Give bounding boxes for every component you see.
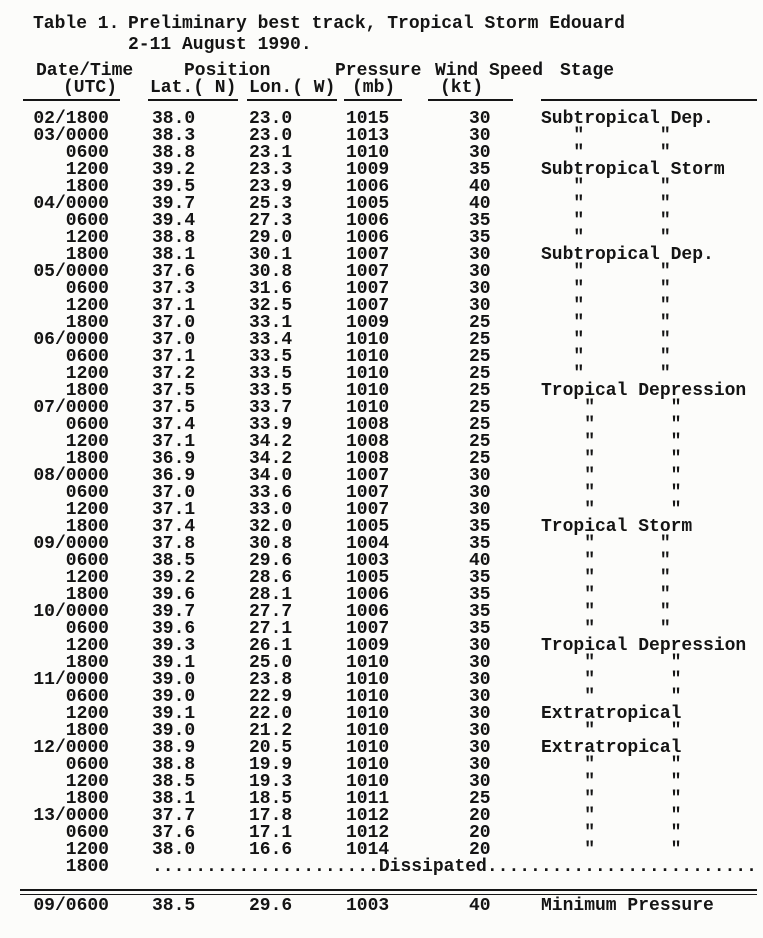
cell-stage: Tropical Depression [541,381,747,401]
cell-stage: " " [541,449,682,469]
cell-pressure: 1008 [346,449,390,469]
cell-longitude: 33.5 [249,364,293,384]
cell-longitude: 34.2 [249,432,293,452]
cell-datetime: 1200 [65,500,109,520]
cell-windspeed: 25 [469,364,491,384]
cell-windspeed: 25 [469,789,491,809]
cell-datetime: 13/0000 [33,806,109,826]
cell-latitude: 39.7 [152,602,196,622]
cell-datetime: 1800 [65,857,109,877]
cell-latitude: 37.4 [152,517,196,537]
cell-datetime: 1200 [65,568,109,588]
cell-longitude: 22.0 [249,704,293,724]
cell-latitude: 39.6 [152,619,196,639]
cell-stage: " " [541,806,682,826]
cell-datetime: 1800 [65,449,109,469]
cell-datetime: 1800 [65,517,109,537]
cell-latitude: 37.6 [152,823,196,843]
cell-datetime: 04/0000 [33,194,109,214]
cell-datetime: 1800 [65,585,109,605]
cell-pressure: 1010 [346,738,390,758]
cell-latitude: 37.7 [152,806,196,826]
cell-windspeed: 30 [469,466,491,486]
cell-windspeed: 30 [469,262,491,282]
cell-windspeed: 30 [469,500,491,520]
cell-windspeed: 25 [469,415,491,435]
column-header-stage: Stage [560,61,615,81]
cell-longitude: 17.1 [249,823,293,843]
cell-windspeed: 30 [469,670,491,690]
cell-pressure: 1010 [346,143,390,163]
cell-pressure: 1005 [346,568,390,588]
cell-longitude: 33.5 [249,347,293,367]
cell-windspeed: 30 [469,126,491,146]
cell-longitude: 33.4 [249,330,293,350]
cell-windspeed: 30 [469,772,491,792]
cell-longitude: 30.1 [249,245,293,265]
cell-datetime: 09/0600 [33,896,109,916]
cell-longitude: 29.0 [249,228,293,248]
cell-longitude: 18.5 [249,789,293,809]
cell-longitude: 33.0 [249,500,293,520]
cell-windspeed: 35 [469,602,491,622]
cell-stage: " " [541,296,671,316]
cell-stage: " " [541,721,682,741]
cell-pressure: 1006 [346,228,390,248]
cell-pressure: 1007 [346,483,390,503]
cell-stage: " " [541,840,682,860]
cell-latitude: 38.0 [152,109,196,129]
cell-longitude: 21.2 [249,721,293,741]
cell-dissipated: .....................Dissipated......................... [152,857,757,877]
cell-stage: " " [541,619,671,639]
cell-longitude: 19.9 [249,755,293,775]
cell-datetime: 0600 [65,687,109,707]
cell-longitude: 16.6 [249,840,293,860]
cell-stage: Minimum Pressure [541,896,714,916]
cell-datetime: 1200 [65,364,109,384]
cell-pressure: 1006 [346,211,390,231]
cell-windspeed: 35 [469,228,491,248]
column-header-position: Position [184,61,271,81]
cell-windspeed: 35 [469,568,491,588]
cell-longitude: 19.3 [249,772,293,792]
cell-latitude: 39.4 [152,211,196,231]
cell-windspeed: 25 [469,330,491,350]
cell-stage: " " [541,755,682,775]
cell-stage: " " [541,347,671,367]
cell-datetime: 0600 [65,755,109,775]
cell-datetime: 09/0000 [33,534,109,554]
cell-latitude: 38.5 [152,772,196,792]
cell-latitude: 38.8 [152,228,196,248]
cell-windspeed: 25 [469,381,491,401]
cell-latitude: 39.6 [152,585,196,605]
cell-windspeed: 20 [469,840,491,860]
cell-longitude: 25.3 [249,194,293,214]
cell-windspeed: 40 [469,896,491,916]
cell-stage: " " [541,585,671,605]
page-title-line2: 2-11 August 1990. [128,35,312,55]
cell-stage: " " [541,313,671,333]
cell-stage: " " [541,670,682,690]
cell-stage: " " [541,772,682,792]
cell-datetime: 0600 [65,551,109,571]
cell-windspeed: 40 [469,551,491,571]
cell-latitude: 39.1 [152,653,196,673]
cell-longitude: 33.9 [249,415,293,435]
cell-longitude: 23.8 [249,670,293,690]
cell-datetime: 1200 [65,160,109,180]
cell-stage: " " [541,415,682,435]
cell-stage: " " [541,500,682,520]
cell-latitude: 38.5 [152,551,196,571]
cell-stage: Tropical Depression [541,636,747,656]
cell-pressure: 1005 [346,194,390,214]
cell-datetime: 1200 [65,772,109,792]
cell-datetime: 1200 [65,636,109,656]
cell-stage: " " [541,228,671,248]
cell-longitude: 23.0 [249,109,293,129]
cell-windspeed: 35 [469,585,491,605]
cell-latitude: 36.9 [152,466,196,486]
cell-windspeed: 30 [469,704,491,724]
cell-longitude: 29.6 [249,551,293,571]
cell-pressure: 1010 [346,653,390,673]
cell-latitude: 38.8 [152,755,196,775]
cell-pressure: 1010 [346,347,390,367]
cell-longitude: 34.0 [249,466,293,486]
cell-datetime: 0600 [65,143,109,163]
cell-latitude: 37.5 [152,381,196,401]
cell-windspeed: 30 [469,738,491,758]
cell-pressure: 1010 [346,755,390,775]
cell-latitude: 37.6 [152,262,196,282]
page-title-line1: Preliminary best track, Tropical Storm Edouard [128,14,625,34]
cell-pressure: 1010 [346,772,390,792]
cell-pressure: 1009 [346,160,390,180]
cell-stage: " " [541,483,682,503]
underline-utc [23,99,120,101]
cell-datetime: 05/0000 [33,262,109,282]
cell-datetime: 06/0000 [33,330,109,350]
cell-stage: " " [541,551,671,571]
cell-windspeed: 40 [469,177,491,197]
column-subheader-utc: (UTC) [63,78,118,98]
cell-stage: Subtropical Storm [541,160,725,180]
cell-stage: " " [541,466,682,486]
cell-datetime: 1800 [65,381,109,401]
cell-latitude: 39.0 [152,670,196,690]
underline-lon [247,99,337,101]
column-subheader-kt: (kt) [440,78,484,98]
cell-stage: " " [541,398,682,418]
cell-longitude: 23.1 [249,143,293,163]
column-header-datetime: Date/Time [36,61,134,81]
underline-lat [148,99,238,101]
cell-datetime: 0600 [65,483,109,503]
cell-pressure: 1005 [346,517,390,537]
cell-stage: " " [541,823,682,843]
cell-pressure: 1012 [346,823,390,843]
cell-longitude: 28.6 [249,568,293,588]
cell-datetime: 0600 [65,347,109,367]
cell-pressure: 1006 [346,177,390,197]
cell-longitude: 23.3 [249,160,293,180]
cell-longitude: 28.1 [249,585,293,605]
cell-latitude: 39.2 [152,160,196,180]
cell-datetime: 1800 [65,653,109,673]
cell-latitude: 38.5 [152,896,196,916]
cell-latitude: 37.1 [152,296,196,316]
cell-datetime: 1200 [65,432,109,452]
cell-windspeed: 25 [469,313,491,333]
cell-datetime: 1200 [65,296,109,316]
cell-pressure: 1007 [346,245,390,265]
cell-longitude: 20.5 [249,738,293,758]
cell-latitude: 38.0 [152,840,196,860]
cell-stage: Tropical Storm [541,517,693,537]
cell-longitude: 32.0 [249,517,293,537]
cell-latitude: 37.5 [152,398,196,418]
cell-datetime: 1200 [65,704,109,724]
cell-windspeed: 30 [469,279,491,299]
cell-longitude: 32.5 [249,296,293,316]
cell-latitude: 37.1 [152,432,196,452]
cell-latitude: 38.8 [152,143,196,163]
cell-stage: " " [541,568,671,588]
cell-pressure: 1012 [346,806,390,826]
cell-latitude: 37.1 [152,500,196,520]
cell-longitude: 31.6 [249,279,293,299]
cell-datetime: 03/0000 [33,126,109,146]
cell-stage: " " [541,534,671,554]
cell-pressure: 1010 [346,330,390,350]
cell-windspeed: 30 [469,109,491,129]
cell-pressure: 1007 [346,296,390,316]
column-subheader-lat: Lat.( N) [150,78,237,98]
cell-pressure: 1007 [346,619,390,639]
cell-stage: " " [541,330,671,350]
cell-pressure: 1008 [346,432,390,452]
table-header [0,63,763,103]
cell-longitude: 33.6 [249,483,293,503]
cell-windspeed: 25 [469,347,491,367]
cell-pressure: 1007 [346,279,390,299]
cell-latitude: 36.9 [152,449,196,469]
cell-datetime: 1800 [65,177,109,197]
cell-latitude: 39.3 [152,636,196,656]
cell-stage: Subtropical Dep. [541,109,714,129]
cell-latitude: 38.9 [152,738,196,758]
cell-pressure: 1015 [346,109,390,129]
cell-datetime: 1200 [65,840,109,860]
cell-windspeed: 35 [469,160,491,180]
cell-windspeed: 35 [469,534,491,554]
cell-windspeed: 35 [469,517,491,537]
cell-latitude: 39.2 [152,568,196,588]
cell-latitude: 37.0 [152,313,196,333]
table-row [0,859,763,876]
cell-stage: " " [541,126,671,146]
cell-latitude: 37.0 [152,483,196,503]
cell-datetime: 07/0000 [33,398,109,418]
cell-stage: Extratropical [541,704,682,724]
cell-pressure: 1007 [346,500,390,520]
cell-datetime: 10/0000 [33,602,109,622]
cell-longitude: 17.8 [249,806,293,826]
cell-latitude: 37.2 [152,364,196,384]
cell-pressure: 1009 [346,636,390,656]
cell-windspeed: 30 [469,296,491,316]
cell-pressure: 1003 [346,896,390,916]
summary-row [0,898,763,915]
cell-datetime: 12/0000 [33,738,109,758]
cell-pressure: 1010 [346,687,390,707]
cell-latitude: 37.0 [152,330,196,350]
cell-stage: " " [541,194,671,214]
cell-windspeed: 25 [469,449,491,469]
cell-longitude: 22.9 [249,687,293,707]
cell-windspeed: 20 [469,806,491,826]
cell-latitude: 37.3 [152,279,196,299]
cell-pressure: 1010 [346,704,390,724]
cell-pressure: 1014 [346,840,390,860]
cell-stage: " " [541,653,682,673]
cell-stage: " " [541,211,671,231]
cell-longitude: 30.8 [249,534,293,554]
cell-pressure: 1010 [346,670,390,690]
cell-pressure: 1007 [346,466,390,486]
cell-windspeed: 30 [469,483,491,503]
cell-windspeed: 30 [469,653,491,673]
cell-datetime: 0600 [65,211,109,231]
cell-stage: " " [541,789,682,809]
cell-windspeed: 30 [469,143,491,163]
cell-pressure: 1003 [346,551,390,571]
cell-datetime: 0600 [65,415,109,435]
cell-stage: " " [541,602,671,622]
cell-windspeed: 40 [469,194,491,214]
cell-longitude: 27.3 [249,211,293,231]
cell-longitude: 23.0 [249,126,293,146]
column-header-pressure: Pressure [335,61,422,81]
cell-windspeed: 30 [469,245,491,265]
cell-longitude: 29.6 [249,896,293,916]
cell-datetime: 02/1800 [33,109,109,129]
cell-longitude: 23.9 [249,177,293,197]
bottom-rule [20,889,757,895]
column-subheader-mb: (mb) [352,78,396,98]
cell-windspeed: 25 [469,432,491,452]
column-subheader-lon: Lon.( W) [249,78,336,98]
cell-latitude: 37.1 [152,347,196,367]
table-body [0,111,763,876]
cell-pressure: 1008 [346,415,390,435]
cell-latitude: 39.5 [152,177,196,197]
cell-longitude: 33.5 [249,381,293,401]
cell-pressure: 1006 [346,585,390,605]
cell-pressure: 1010 [346,381,390,401]
cell-pressure: 1009 [346,313,390,333]
cell-windspeed: 35 [469,619,491,639]
cell-pressure: 1007 [346,262,390,282]
cell-stage: " " [541,687,682,707]
cell-windspeed: 35 [469,211,491,231]
cell-windspeed: 30 [469,721,491,741]
table-label: Table 1. [33,14,120,34]
cell-stage: " " [541,364,671,384]
underline-kt [428,99,513,101]
underline-mb [344,99,402,101]
cell-pressure: 1004 [346,534,390,554]
cell-stage: " " [541,262,671,282]
cell-latitude: 38.1 [152,789,196,809]
cell-stage: Subtropical Dep. [541,245,714,265]
cell-latitude: 39.7 [152,194,196,214]
cell-longitude: 26.1 [249,636,293,656]
cell-windspeed: 30 [469,687,491,707]
cell-pressure: 1013 [346,126,390,146]
cell-datetime: 1200 [65,228,109,248]
cell-latitude: 39.1 [152,704,196,724]
cell-stage: Extratropical [541,738,682,758]
cell-datetime: 0600 [65,279,109,299]
cell-datetime: 0600 [65,619,109,639]
cell-datetime: 1800 [65,245,109,265]
underline-stage [541,99,757,101]
cell-datetime: 08/0000 [33,466,109,486]
cell-latitude: 39.0 [152,721,196,741]
cell-latitude: 38.1 [152,245,196,265]
cell-windspeed: 20 [469,823,491,843]
cell-datetime: 1800 [65,721,109,741]
cell-pressure: 1010 [346,364,390,384]
column-header-windspeed: Wind Speed [435,61,544,81]
cell-datetime: 11/0000 [33,670,109,690]
cell-windspeed: 25 [469,398,491,418]
cell-latitude: 39.0 [152,687,196,707]
cell-longitude: 25.0 [249,653,293,673]
cell-latitude: 38.3 [152,126,196,146]
cell-pressure: 1010 [346,721,390,741]
cell-pressure: 1010 [346,398,390,418]
cell-longitude: 27.1 [249,619,293,639]
cell-longitude: 27.7 [249,602,293,622]
cell-datetime: 1800 [65,789,109,809]
cell-windspeed: 30 [469,636,491,656]
cell-datetime: 1800 [65,313,109,333]
cell-windspeed: 30 [469,755,491,775]
cell-longitude: 34.2 [249,449,293,469]
cell-stage: " " [541,432,682,452]
cell-latitude: 37.8 [152,534,196,554]
cell-pressure: 1011 [346,789,390,809]
cell-longitude: 33.1 [249,313,293,333]
cell-pressure: 1006 [346,602,390,622]
cell-stage: " " [541,143,671,163]
cell-longitude: 30.8 [249,262,293,282]
cell-latitude: 37.4 [152,415,196,435]
cell-stage: " " [541,177,671,197]
cell-longitude: 33.7 [249,398,293,418]
cell-datetime: 0600 [65,823,109,843]
cell-stage: " " [541,279,671,299]
